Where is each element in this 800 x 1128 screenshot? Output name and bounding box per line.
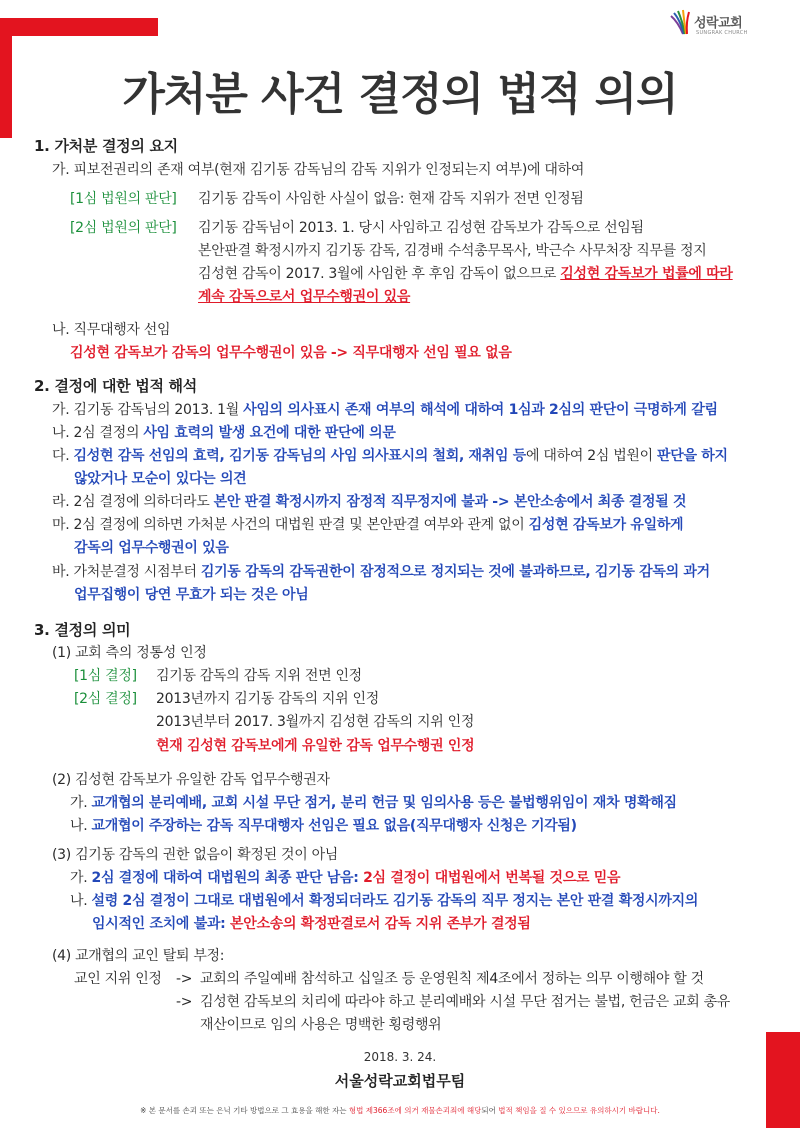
s2-ba-plain: 바. 가처분결정 시점부터 [52, 564, 201, 580]
s1-item-na: 나. 직무대행자 선임 [52, 322, 171, 338]
s3-point-4-line-2: 김성현 감독보의 치리에 따라야 하고 분리예배와 시설 무단 점거는 불법, 헌금은 교회 총유 [200, 994, 731, 1010]
s2-na-plain: 나. 2심 결정의 [52, 425, 144, 441]
s1-judgment-2-line-4: 계속 감독으로서 업무수행권이 있음 [198, 289, 411, 305]
section-3-heading: 3. 결정의 의미 [34, 621, 131, 639]
s3-decision-1-text: 김기동 감독의 감독 지위 전면 인정 [156, 668, 362, 684]
s2-ma-highlight: 김성현 감독보가 유일하게 [528, 517, 684, 533]
s3-p3-ga-red: 2심 결정이 대법원에서 번복될 것으로 믿음 [363, 870, 621, 886]
s3-p3-na-l2-blue: 임시적인 조치에 불과: [92, 916, 231, 932]
s2-item-da-line-2: 않았거나 모순이 있다는 의견 [74, 471, 247, 487]
s3-decision-2-line-3: 현재 김성현 감독보에게 유일한 감독 업무수행권 인정 [156, 738, 475, 754]
section-2-heading: 2. 결정에 대한 법적 해석 [34, 377, 197, 395]
issuing-organization: 서울성락교회법무팀 [334, 1072, 466, 1090]
s3-point-4-arrow-2: -> [176, 994, 193, 1010]
s2-item-ba [52, 563, 710, 581]
s3-point-4-line-1: 교회의 주일예배 참석하고 십일조 등 운영원칙 제4조에서 정하는 의무 이행해야 할 것 [200, 971, 704, 987]
s3-p3-na-highlight: 설령 2심 결정이 그대로 대법원에서 확정되더라도 김기동 감독의 직무 정지는 본안 판결 확정시까지의 [91, 893, 699, 909]
s3-point-4-arrow-1: -> [176, 971, 193, 987]
s3-point-4: (4) 교개협의 교인 탈퇴 부정: [52, 948, 225, 964]
footer-part-4: 법적 책임을 질 수 있으므로 유의하시기 바랍니다. [498, 1106, 660, 1115]
s1-judgment-2-line-1: 김기동 감독님이 2013. 1. 당시 사임하고 김성현 감독보가 감독으로 선임됨 [198, 220, 644, 236]
s2-item-ga [52, 401, 718, 419]
s3-decision-1-label: [1심 결정] [74, 668, 137, 684]
church-logo [668, 6, 764, 44]
s3-p3-ga-prefix: 가. [70, 870, 92, 886]
s3-decision-2-line-2: 2013년부터 2017. 3월까지 김성현 감독의 지위 인정 [156, 714, 475, 730]
s3-p3-na-l2-red: 본안소송의 확정판결로서 감독 지위 존부가 결정됨 [230, 916, 531, 932]
footer-part-1: ※ 본 문서를 손괴 또는 은닉 기타 방법으로 그 효용을 해한 자는 [140, 1106, 349, 1115]
s2-item-ra [52, 493, 686, 511]
church-logo-subtext: SUNGRAK CHURCH [696, 30, 748, 36]
s1-j2-l3-highlight: 김성현 감독보가 법률에 따라 [560, 266, 733, 282]
s2-da-middle: 에 대하여 2심 법원이 [526, 448, 658, 464]
s2-da-highlight-2: 판단을 하지 [657, 448, 728, 464]
s3-point-2-na [70, 817, 577, 835]
s2-ra-highlight: 본안 판결 확정시까지 잠정적 직무정지에 불과 -> 본안소송에서 최종 결정될 것 [213, 494, 687, 510]
s1-item-na-conclusion: 김성현 감독보가 감독의 업무수행권이 있음 -> 직무대행자 선임 필요 없음 [70, 345, 512, 361]
s3-point-1: (1) 교회 측의 정통성 인정 [52, 645, 207, 661]
s3-point-4-line-3: 재산이므로 임의 사용은 명백한 횡령행위 [200, 1017, 442, 1033]
corner-decoration-top [0, 18, 158, 36]
s2-da-prefix: 다. [52, 448, 74, 464]
s2-item-na [52, 424, 396, 442]
s2-da-highlight-1: 김성현 감독 선임의 효력, 김기동 감독님의 사임 의사표시의 철회, 재취임 등 [73, 448, 527, 464]
page-title: 가처분 사건 결정의 법적 의의 [122, 69, 678, 120]
s3-point-3-ga [70, 869, 620, 887]
s3-p3-ga-highlight: 2심 결정에 대하여 대법원의 최종 판단 남음: [91, 870, 364, 886]
s2-item-ba-line-2: 업무집행이 당연 무효가 되는 것은 아님 [74, 587, 309, 603]
s3-point-3-na [70, 892, 698, 910]
s2-item-ma-line-2: 감독의 업무수행권이 있음 [74, 540, 229, 556]
s1-judgment-2-label: [2심 법원의 판단] [70, 220, 177, 236]
s3-p3-na-prefix: 나. [70, 893, 92, 909]
s3-decision-2-label: [2심 결정] [74, 691, 137, 707]
church-logo-text: 성락교회 [694, 16, 743, 31]
s1-judgment-1-label: [1심 법원의 판단] [70, 191, 177, 207]
s2-na-highlight: 사임 효력의 발생 요건에 대한 판단에 의문 [143, 425, 396, 441]
s3-p2-ga-prefix: 가. [70, 795, 92, 811]
section-1-heading: 1. 가처분 결정의 요지 [34, 137, 178, 155]
s1-item-ga: 가. 피보전권리의 존재 여부(현재 김기동 감독님의 감독 지위가 인정되는지 여부)에 대하여 [52, 162, 585, 178]
footer-part-3: 되어 [481, 1106, 499, 1115]
s2-ba-highlight: 김기동 감독의 감독권한이 잠정적으로 정지되는 것에 불과하므로, 김기동 감독의 과거 [200, 564, 710, 580]
s2-ma-plain: 마. 2심 결정에 의하면 가처분 사건의 대법원 판결 및 본안판결 여부와 관계 없이 [52, 517, 529, 533]
s2-ra-plain: 라. 2심 결정에 의하더라도 [52, 494, 214, 510]
s3-point-3-na-line-2 [92, 915, 531, 933]
s3-point-3: (3) 김기동 감독의 권한 없음이 확정된 것이 아님 [52, 847, 339, 863]
s1-judgment-2-line-2: 본안판결 확정시까지 김기동 감독, 김경배 수석총무목사, 박근수 사무처장 직무를 정지 [198, 243, 707, 259]
footer-part-2: 형법 제366조에 의거 재물손괴죄에 해당 [348, 1106, 482, 1115]
s2-ga-highlight: 사임의 의사표시 존재 여부의 해석에 대하여 1심과 2심의 판단이 극명하게 갈림 [243, 402, 718, 418]
s3-p2-na-prefix: 나. [70, 818, 92, 834]
s3-p2-ga-highlight: 교개협의 분리예배, 교회 시설 무단 점거, 분리 헌금 및 임의사용 등은 불법행위임이 재차 명확해짐 [91, 795, 677, 811]
s2-item-da [52, 447, 728, 465]
s2-ga-plain: 가. 김기동 감독님의 2013. 1월 [52, 402, 244, 418]
s1-judgment-2-line-3 [198, 265, 733, 283]
s1-j2-l3-plain: 김성현 감독이 2017. 3월에 사임한 후 후임 감독이 없으므로 [198, 266, 561, 282]
s3-point-2-ga [70, 794, 677, 812]
document-date: 2018. 3. 24. [363, 1050, 437, 1064]
footer-notice [0, 1105, 800, 1116]
s3-point-4-lead: 교인 지위 인정 [74, 971, 162, 987]
s1-judgment-1-text: 김기동 감독이 사임한 사실이 없음: 현재 감독 지위가 전면 인정됨 [198, 191, 584, 207]
s3-p2-na-highlight: 교개협이 주장하는 감독 직무대행자 선임은 필요 없음(직무대행자 신청은 기각됨) [91, 818, 577, 834]
s3-decision-2-line-1: 2013년까지 김기동 감독의 지위 인정 [156, 691, 379, 707]
s2-item-ma [52, 516, 683, 534]
s3-point-2: (2) 김성현 감독보가 유일한 감독 업무수행권자 [52, 772, 330, 788]
